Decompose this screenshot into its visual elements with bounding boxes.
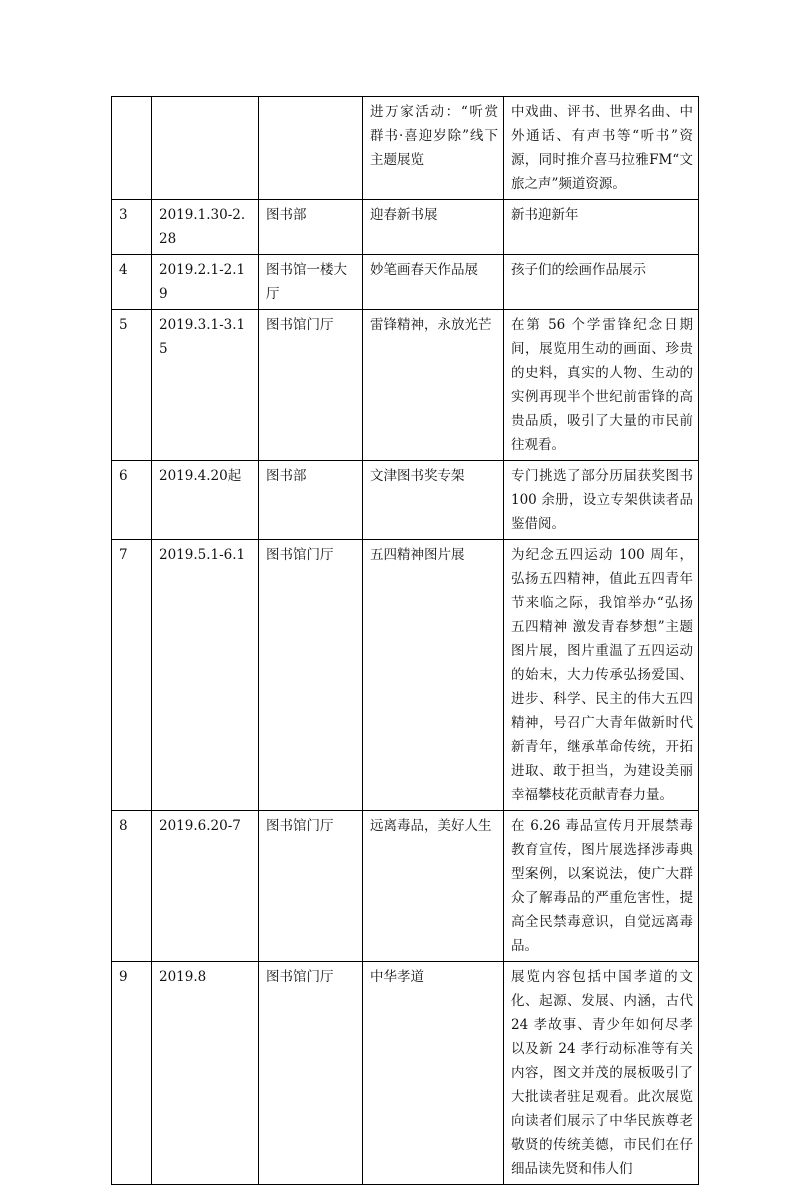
content-cell: 展览内容包括中国孝道的文化、起源、发展、内涵，古代 24 孝故事、青少年如何尽孝以及新 24 孝行动标准等有关内容，图文并茂的展板吸引了大批读者驻足观看。此次展览向读者们展示了中华民族尊老敬贤的传统美德，市民们在仔细品读先贤和伟人们 [504, 962, 699, 1185]
location-cell: 图书馆门厅 [259, 962, 363, 1185]
exhibition-table [111, 96, 699, 1185]
title-cell: 进万家活动：“听赏群书·喜迎岁除”线下主题展览 [363, 97, 504, 200]
date-cell: 2019.4.20起 [152, 461, 259, 540]
table-row [112, 255, 699, 310]
date-cell: 2019.1.30-2.28 [152, 200, 259, 255]
title-cell: 雷锋精神，永放光芒 [363, 310, 504, 461]
title-cell: 妙笔画春天作品展 [363, 255, 504, 310]
title-cell: 文津图书奖专架 [363, 461, 504, 540]
content-cell: 在第 56 个学雷锋纪念日期间，展览用生动的画面、珍贵的史料，真实的人物、生动的实例再现半个世纪前雷锋的高贵品质，吸引了大量的市民前往观看。 [504, 310, 699, 461]
table-row [112, 811, 699, 962]
row-number-cell: 4 [112, 255, 152, 310]
content-cell: 为纪念五四运动 100 周年，弘扬五四精神，值此五四青年节来临之际，我馆举办“弘扬五四精神 激发青春梦想”主题图片展，图片重温了五四运动的始末，大力传承弘扬爱国、进步、科学、民主的伟大五四精神，号召广大青年做新时代新青年，继承革命传统，开拓进取、敢于担当，为建设美丽幸福攀枝花贡献青春力量。 [504, 540, 699, 811]
row-number-cell: 7 [112, 540, 152, 811]
table-row [112, 461, 699, 540]
row-number-cell: 8 [112, 811, 152, 962]
title-cell: 迎春新书展 [363, 200, 504, 255]
row-number-cell: 9 [112, 962, 152, 1185]
date-cell [152, 97, 259, 200]
title-cell: 远离毒品，美好人生 [363, 811, 504, 962]
content-cell: 专门挑选了部分历届获奖图书 100 余册，设立专架供读者品鉴借阅。 [504, 461, 699, 540]
table-row [112, 310, 699, 461]
location-cell [259, 97, 363, 200]
content-cell: 在 6.26 毒品宣传月开展禁毒教育宣传，图片展选择涉毒典型案例，以案说法，使广大群众了解毒品的严重危害性，提高全民禁毒意识，自觉远离毒品。 [504, 811, 699, 962]
row-number-cell: 5 [112, 310, 152, 461]
table-row [112, 540, 699, 811]
row-number-cell: 3 [112, 200, 152, 255]
table-row [112, 962, 699, 1185]
content-cell: 孩子们的绘画作品展示 [504, 255, 699, 310]
row-number-cell [112, 97, 152, 200]
location-cell: 图书馆门厅 [259, 540, 363, 811]
location-cell: 图书部 [259, 200, 363, 255]
content-cell: 新书迎新年 [504, 200, 699, 255]
date-cell: 2019.3.1-3.15 [152, 310, 259, 461]
date-cell: 2019.8 [152, 962, 259, 1185]
date-cell: 2019.5.1-6.1 [152, 540, 259, 811]
date-cell: 2019.6.20-7 [152, 811, 259, 962]
location-cell: 图书馆一楼大厅 [259, 255, 363, 310]
table-row [112, 97, 699, 200]
table-row [112, 200, 699, 255]
date-cell: 2019.2.1-2.19 [152, 255, 259, 310]
title-cell: 五四精神图片展 [363, 540, 504, 811]
title-cell: 中华孝道 [363, 962, 504, 1185]
location-cell: 图书馆门厅 [259, 811, 363, 962]
exhibition-table-body [112, 97, 699, 1185]
location-cell: 图书馆门厅 [259, 310, 363, 461]
row-number-cell: 6 [112, 461, 152, 540]
content-cell: 中戏曲、评书、世界名曲、中外通话、有声书等“听书”资源，同时推介喜马拉雅FM“文旅之声”频道资源。 [504, 97, 699, 200]
location-cell: 图书部 [259, 461, 363, 540]
